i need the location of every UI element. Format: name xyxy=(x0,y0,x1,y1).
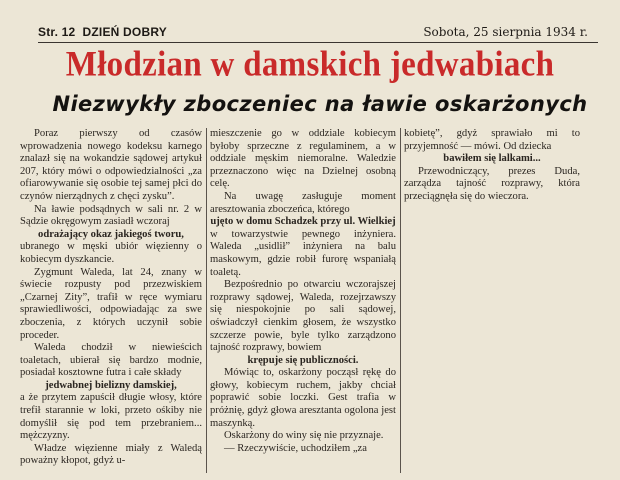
emphasis-line: odrażający okaz jakiegoś tworu, xyxy=(38,228,184,240)
paragraph: Na uwagę zasługuje moment aresztowania zboczeńca, którego xyxy=(210,190,396,215)
paragraph: Poraz pierwszy od czasów wprowadzenia nowego kodeksu karnego znalazł się na wokandzie sądowej artykuł 207, który mówi o odpowiedzialności „za ofiarowywanie się osobie tej samej płci do czynów nierządnych z chęci zysku”. xyxy=(20,128,202,202)
emphasis-line: krępuje się publiczności. xyxy=(247,354,359,366)
article-column-2 xyxy=(210,128,396,473)
paragraph: Mówiąc to, oskarżony począsł rękę do głowy, kobiecym ruchem, jakby chciał poprawić sobie loczki. Gest trafia w próżnię, gdyż głowa aresztanta ogolona jest maszynką. xyxy=(210,367,396,429)
paragraph: Przewodniczący, prezes Duda, zarządza tajność rozprawy, która przeciągnęła się do wieczora. xyxy=(404,165,580,202)
paragraph: mieszczenie go w oddziale kobiecym byłoby sprzeczne z regulaminem, a w oddziale męskim niemoralne. Waledzie przeznaczono więc na Dzielnej osobną celę. xyxy=(210,128,396,190)
masthead xyxy=(38,24,598,43)
paragraph: a że przytem zapuścił długie włosy, które trefił starannie w loki, przeto ośkiby nie domyślił się pod tem przebraniem... mężczyzny. xyxy=(20,392,202,442)
paragraph: Bezpośrednio po otwarciu wczorajszej rozprawy sądowej, Waleda, rozejrzawszy się niespokojnie po sali sądowej, oświadczył cienkim głosem, że wszystko szczerze powie, byle tylko zarządzono tajność rozprawy, bowiem xyxy=(210,279,396,354)
emphasis-line: ujęto w domu Schadzek przy ul. Wielkiej xyxy=(210,216,396,228)
emphasis-line: jedwabnej bielizny damskiej, xyxy=(45,379,177,391)
article-headline: Młodzian w damskich jedwabiach xyxy=(65,45,555,85)
article-column-1 xyxy=(20,128,202,473)
article-subheadline: Niezwykły zboczeniec na ławie oskarżonych xyxy=(52,92,588,116)
masthead-left xyxy=(38,24,167,40)
article-column-3 xyxy=(404,128,580,473)
paragraph: — Rzeczywiście, uchodziłem „za xyxy=(224,442,367,454)
paragraph: Waleda chodził w niewieścich toaletach, ubierał się bardzo modnie, posiadał kosztowne futra i całe składy xyxy=(20,342,202,379)
paragraph: Oskarżony do winy się nie przyznaje. xyxy=(224,430,384,442)
column-divider xyxy=(400,128,401,473)
newspaper-name: DZIEŃ DOBRY xyxy=(82,25,167,39)
emphasis-line: bawiłem się lalkami... xyxy=(443,153,541,165)
page-number: Str. 12 xyxy=(38,25,76,39)
paragraph: kobietę”, gdyż sprawiało mi to przyjemność — mówi. Od dziecka xyxy=(404,128,580,152)
paragraph: w towarzystwie pewnego inżyniera. Waleda „usidlił” inżyniera na balu maskowym, gdzie robił furorę wspaniałą toaletą. xyxy=(210,228,396,278)
column-divider xyxy=(206,128,207,473)
issue-date: Sobota, 25 sierpnia 1934 r. xyxy=(423,25,588,39)
paragraph: Zygmunt Waleda, lat 24, znany w świecie rozpusty pod przezwiskiem „Czarnej Zity”, trafił w ręce wymiaru sprawiedliwości, odpowiadając za swe zboczenia, z których uczynił sobie proceder. xyxy=(20,266,202,341)
paragraph: Na ławie podsądnych w sali nr. 2 w Sądzie okręgowym zasiadł wczoraj xyxy=(20,203,202,228)
paragraph: Władze więzienne miały z Waledą poważny kłopot, gdyż u- xyxy=(20,442,202,467)
paragraph: ubranego w męski ubiór więzienny o kobiecym dyszkancie. xyxy=(20,241,202,265)
